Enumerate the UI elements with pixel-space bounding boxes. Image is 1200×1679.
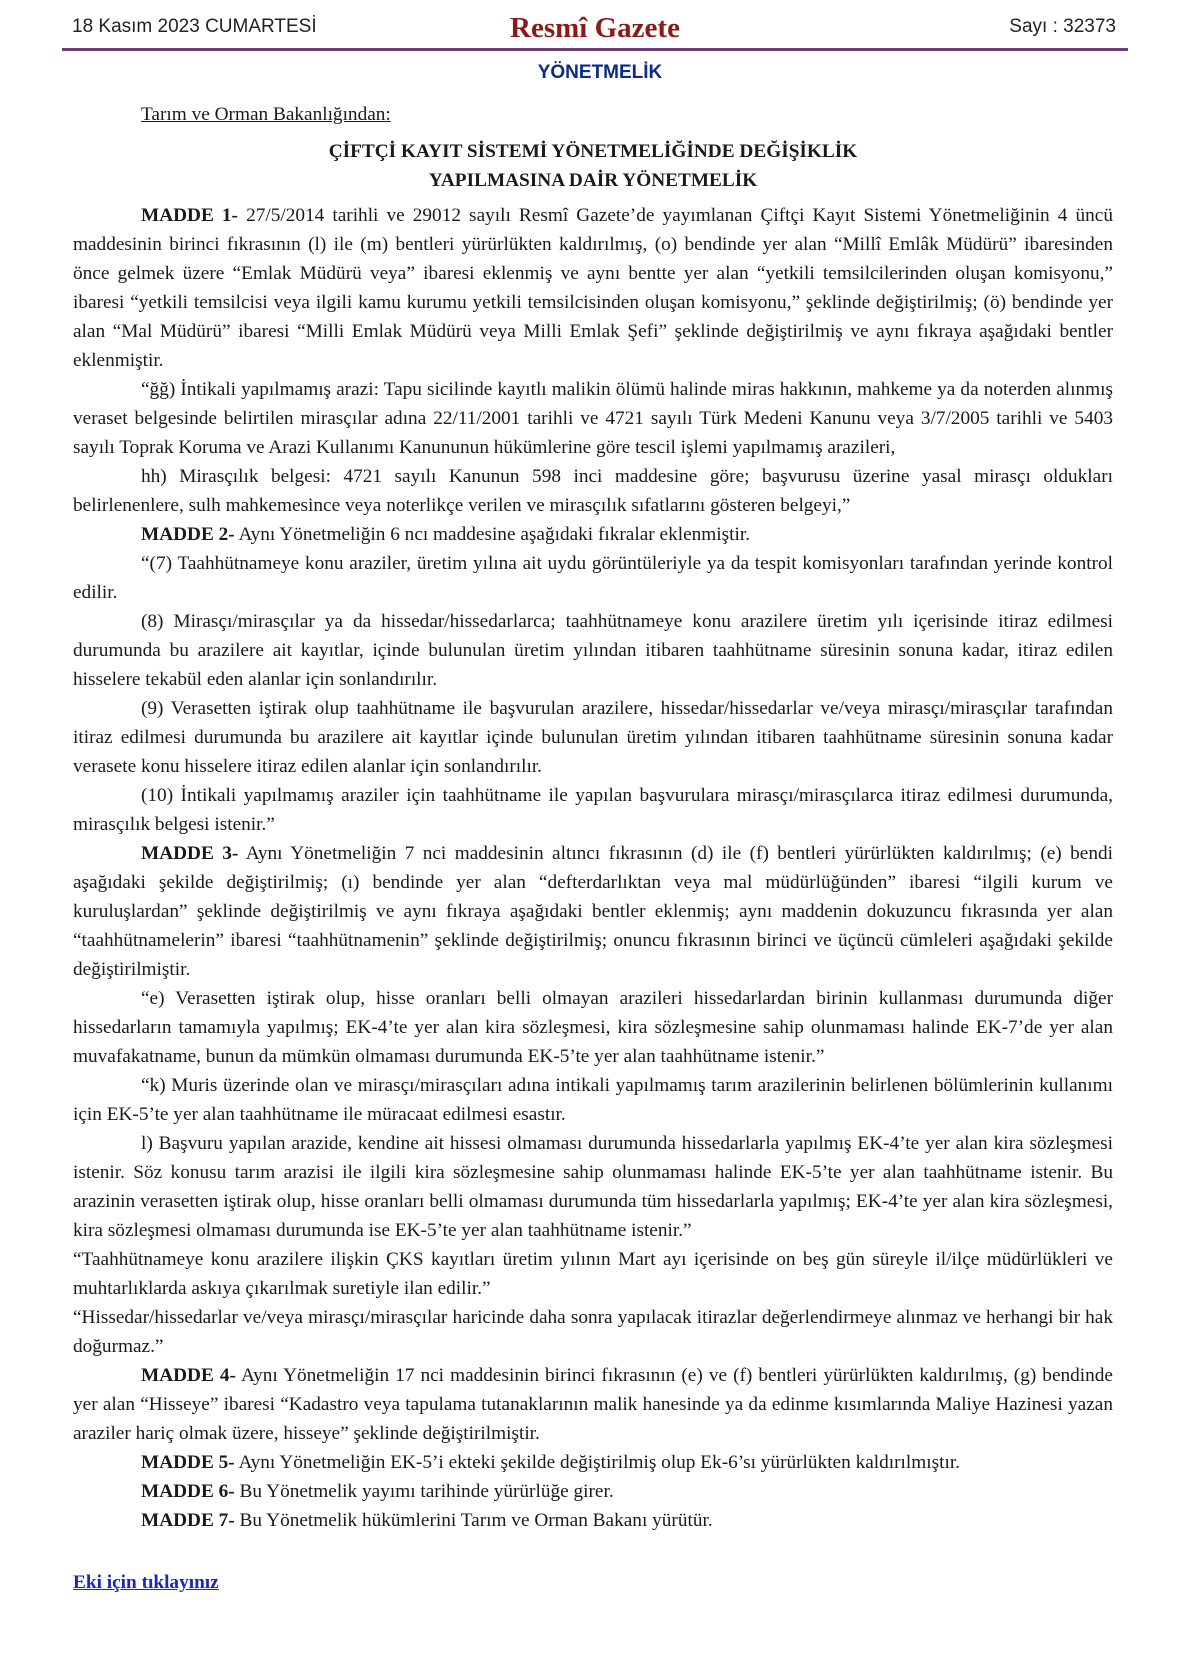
paragraph [73,1129,1113,1245]
paragraph [73,1506,1113,1535]
paragraph-text: 27/5/2014 tarihli ve 29012 sayılı Resmî Gazete’de yayımlanan Çiftçi Kayıt Sistemi Yönetmeliğinin 4 üncü maddesinin birinci fıkrasının (l) ile (m) bentleri yürürlükten kaldırılmış, (o) bendinde yer alan “Millî Emlâk Müdürü” ibaresinden önce gelmek üzere “Emlak Müdürü veya” ibaresi eklenmiş ve aynı bentte yer alan “yetkili temsilcilerinden oluşan komisyonu,” ibaresi “yetkili temsilcisi veya ilgili kamu kurumu yetkili temsilcisinden oluşan komisyonu,” şeklinde değiştirilmiş; (ö) bendinde yer alan “Mal Müdürü” ibaresi “Milli Emlak Müdürü veya Milli Emlak Şefi” şeklinde değiştirilmiş ve aynı fıkraya aşağıdaki bentler eklenmiştir. [73,205,1113,371]
paragraph [73,1477,1113,1506]
paragraph-text: “ğğ) İntikali yapılmamış arazi: Tapu sicilinde kayıtlı malikin ölümü halinde miras hakkının, mahkeme ya da noterden alınmış veraset belgesinde belirtilen mirasçılar adına 22/11/2001 tarihli ve 4721 sayılı Türk Medeni Kanunu veya 3/7/2005 tarihli ve 5403 sayılı Toprak Koruma ve Arazi Kullanımı Kanununun hükümlerine göre tescil işlemi yapılmamış arazileri, [73,379,1113,458]
paragraph-text: Aynı Yönetmeliğin EK-5’i ekteki şekilde değiştirilmiş olup Ek-6’sı yürürlükten kaldırılmıştır. [234,1452,961,1473]
document-body [73,100,1113,1597]
paragraph-text: “(7) Taahhütnameye konu araziler, üretim yılına ait uydu görüntüleriyle ya da tespit komisyonları tarafından yerinde kontrol edilir. [73,553,1113,603]
gazette-title: Resmî Gazete [510,12,680,44]
article-number: MADDE 1- [141,205,238,226]
paragraph-text: Aynı Yönetmeliğin 7 nci maddesinin altıncı fıkrasının (d) ile (f) bentleri yürürlükten kaldırılmış; (e) bendi aşağıdaki şekilde değiştirilmiş; (ı) bendinde yer alan “defterdarlıktan veya mal müdürlüğünden” ibaresi “ilgili kurum ve kuruluşlardan” şeklinde değiştirilmiş ve aynı fıkraya aşağıdaki bentler eklenmiş; aynı maddenin dokuzuncu fıkrasında yer alan “taahhütnamelerin” ibaresi “taahhütnamenin” şeklinde değiştirilmiş; onuncu fıkrasının birinci ve üçüncü cümleleri aşağıdaki şekilde değiştirilmiştir. [73,843,1113,980]
paragraph [73,201,1113,375]
article-list [73,201,1113,1535]
article-number: MADDE 7- [141,1510,235,1531]
paragraph-text: (9) Verasetten iştirak olup taahhütname ile başvurulan arazilere, hissedar/hissedarlar ve/veya mirasçı/mirasçılar tarafından itiraz edilmesi durumunda bu arazilere ait kayıtlar içinde bulunulan üretim yılından itibaren taahhütname süresinin sonuna kadar verasete konu hisselere itiraz edilen alanlar için sonlandırılır. [73,698,1113,777]
publication-date: 18 Kasım 2023 CUMARTESİ [72,16,317,37]
paragraph [73,694,1113,781]
paragraph [73,984,1113,1071]
article-number: MADDE 5- [141,1452,235,1473]
paragraph-text: hh) Mirasçılık belgesi: 4721 sayılı Kanunun 598 inci maddesine göre; başvurusu üzerine yasal mirasçı oldukları belirlenenlere, sulh mahkemesince veya noterlikçe verilen ve mirasçılık sıfatlarını gösteren belgeyi,” [73,466,1113,516]
paragraph [73,607,1113,694]
paragraph-text: “k) Muris üzerinde olan ve mirasçı/mirasçıları adına intikali yapılmamış tarım arazilerinin belirlenen bölümlerinin kullanımı için EK-5’te yer alan taahhütname ile müracaat edilmesi esastır. [73,1075,1113,1125]
article-number: MADDE 4- [141,1365,236,1386]
article-number: MADDE 3- [141,843,239,864]
gazette-header [62,12,1128,51]
paragraph-text: “e) Verasetten iştirak olup, hisse oranları belli olmayan arazileri hissedarlardan birinin kullanması durumunda diğer hissedarların tamamıyla yapılmış; EK-4’te yer alan kira sözleşmesi, kira sözleşmesine sahip olunmaması halinde EK-7’de yer alan muvafakatname, bunun da mümkün olmaması durumunda EK-5’te yer alan taahhütname istenir.” [73,988,1113,1067]
paragraph-text: l) Başvuru yapılan arazide, kendine ait hissesi olmaması durumunda hissedarlarla yapılmış EK-4’te yer alan kira sözleşmesi istenir. Söz konusu tarım arazisi ile ilgili kira sözleşmesine sahip olunmaması halinde EK-5’te yer alan taahhütname istenir. Bu arazinin verasetten iştirak olup, hisse oranları belli olmaması durumunda tüm hissedarlarla yapılmış; EK-4’te yer alan kira sözleşmesi, kira sözleşmesi olmaması durumunda ise EK-5’te yer alan taahhütname istenir.” [73,1133,1113,1241]
paragraph-text: Bu Yönetmelik hükümlerini Tarım ve Orman Bakanı yürütür. [234,1510,713,1531]
paragraph [73,462,1113,520]
section-label: YÖNETMELİK [537,62,663,83]
paragraph-text: (10) İntikali yapılmamış araziler için taahhütname ile yapılan başvurulara mirasçı/mirasçılarca itiraz edilmesi durumunda, mirasçılık belgesi istenir.” [73,785,1113,835]
paragraph-text: Aynı Yönetmeliğin 17 nci maddesinin birinci fıkrasının (e) ve (f) bentleri yürürlükten kaldırılmış, (g) bendinde yer alan “Hisseye” ibaresi “Kadastro veya tapulama tutanaklarının malik hanesinde ya da edinme kısımlarında Maliye Hazinesi yazan araziler hariç olmak üzere, hisseye” şeklinde değiştirilmiştir. [73,1365,1113,1444]
paragraph [73,1245,1113,1303]
regulation-title [73,137,1113,195]
paragraph-text: “Taahhütnameye konu arazilere ilişkin ÇKS kayıtları üretim yılının Mart ayı içerisinde on beş gün süreyle il/ilçe müdürlükleri ve muhtarlıklarda askıya çıkarılmak suretiyle ilan edilir.” [73,1249,1113,1299]
issuing-ministry: Tarım ve Orman Bakanlığından: [141,104,391,125]
paragraph [73,375,1113,462]
paragraph [73,1448,1113,1477]
paragraph-text: “Hissedar/hissedarlar ve/veya mirasçı/mirasçılar haricinde daha sonra yapılacak itirazlar değerlendirmeye alınmaz ve herhangi bir hak doğurmaz.” [73,1307,1113,1357]
paragraph-text: (8) Mirasçı/mirasçılar ya da hissedar/hissedarlarca; taahhütnameye konu arazilere üretim yılı içerisinde itiraz edilmesi durumunda bu arazilere ait kayıtlar, içinde bulunulan üretim yılından itibaren taahhütname süresinin sonuna kadar, itiraz edilen hisselere tekabül eden alanlar için sonlandırılır. [73,611,1113,690]
issue-number: Sayı : 32373 [1009,16,1116,37]
article-number: MADDE 2- [141,524,235,545]
paragraph [73,1071,1113,1129]
paragraph [73,549,1113,607]
paragraph [73,1361,1113,1448]
article-number: MADDE 6- [141,1481,235,1502]
paragraph [73,1303,1113,1361]
regulation-title-line-2: YAPILMASINA DAİR YÖNETMELİK [428,170,758,191]
paragraph-text: Bu Yönetmelik yayımı tarihinde yürürlüğe girer. [234,1481,614,1502]
paragraph [73,520,1113,549]
annex-link[interactable]: Eki için tıklayınız [73,1572,219,1593]
regulation-title-line-1: ÇİFTÇİ KAYIT SİSTEMİ YÖNETMELİĞİNDE DEĞİŞİKLİK [328,141,858,162]
paragraph-text: Aynı Yönetmeliğin 6 ncı maddesine aşağıdaki fıkralar eklenmiştir. [234,524,751,545]
paragraph [73,839,1113,984]
paragraph [73,781,1113,839]
